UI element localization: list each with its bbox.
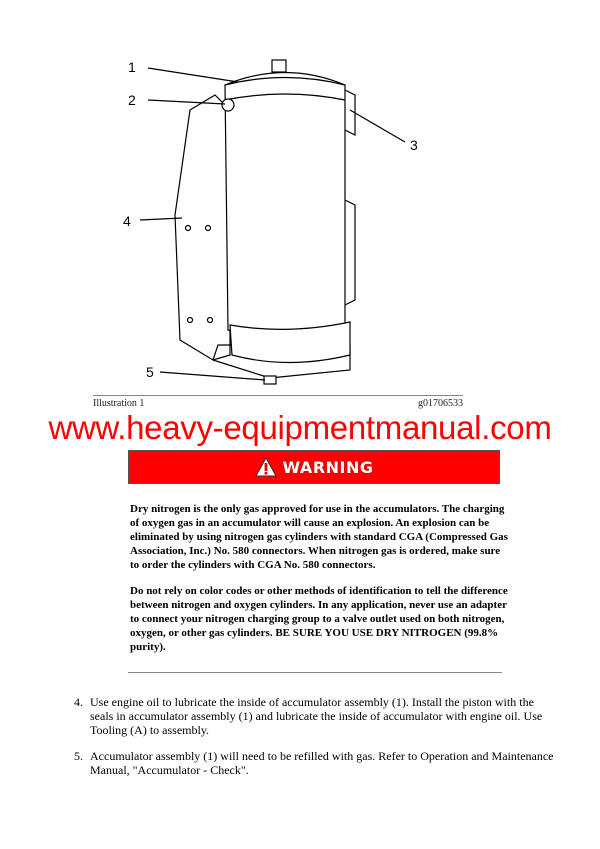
warning-paragraph: Do not rely on color codes or other methods of identification to tell the difference between nitrogen and oxygen cylinders. In any application, never use an adapter to connect your nitrogen charging group to a valve outlet used on both nitrogen, oxygen, or other gas cylinders. BE SURE YOU USE DRY NITROGEN (99.8% purity). <box>130 585 508 653</box>
caption-divider <box>93 395 463 396</box>
warning-divider <box>128 672 502 673</box>
warning-paragraph: Dry nitrogen is the only gas approved for use in the accumulators. The charging of oxygen gas in an accumulator will cause an explosion. An explosion can be eliminated by using nitrogen gas cylinders with standard CGA (Compressed Gas Association, Inc.) No. 580 connectors. When nitrogen gas is ordered, make sure to order the cylinders with CGA No. 580 connectors. <box>130 503 508 571</box>
warning-label: WARNING <box>282 457 374 477</box>
watermark: www.heavy-equipmentmanual.com <box>48 409 552 446</box>
content-body <box>0 450 600 777</box>
step-text: Accumulator assembly (1) will need to be refilled with gas. Refer to Operation and Maintenance Manual, "Accumulator - Check". <box>90 749 554 777</box>
step-number: 4. <box>74 695 83 709</box>
step-number: 5. <box>74 749 83 763</box>
callout-4: 4 <box>123 213 131 229</box>
figure-id: g01706533 <box>418 398 463 409</box>
warning-banner <box>128 450 500 484</box>
callout-1: 1 <box>128 59 136 75</box>
step-item <box>74 749 554 777</box>
step-item <box>74 695 554 737</box>
callout-2: 2 <box>128 92 136 108</box>
step-text: Use engine oil to lubricate the inside of accumulator assembly (1). Install the piston with the seals in accumulator assembly (1) and lubricate the inside of accumulator with engine oil. Use Tooling (A) to assembly. <box>90 695 543 737</box>
callout-5: 5 <box>146 364 154 380</box>
warning-triangle-icon <box>255 457 277 477</box>
accumulator-illustration <box>0 0 600 394</box>
figure-caption: Illustration 1 <box>93 398 145 409</box>
callout-3: 3 <box>410 137 418 153</box>
